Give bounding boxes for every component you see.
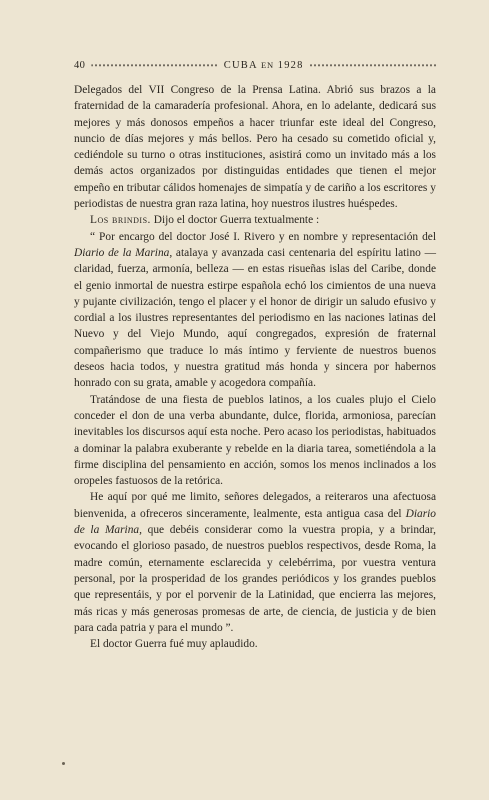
paragraph-3-text-b: atalaya y avanzada casi centenaria del espíritu latino — claridad, fuerza, armonía, belleza — en estas risueñas islas del Caribe, donde el genio inmortal de nuestra estirpe española echó los cimientos de una nueva y pujante civilización, tengo el placer y el honor de dirigir un saludo efusivo y cordial a los ilustres representantes del periodismo en las naciones latinas del Nuevo y del Viejo Mundo, aquí congregados, expresión de fraternal compañerismo que traduce lo más íntimo y ferviente de nuestros buenos deseos hacia todos, y nuestra gratitud más honda y sincera por habernos honrado con su grata, amable y acogedora compañía. — [74, 246, 436, 390]
running-title — [224, 60, 304, 71]
header-ornament-right — [310, 62, 436, 68]
paragraph-1: Delegados del VII Congreso de la Prensa Latina. Abrió sus brazos a la fraternidad de la camaradería profesional. Ahora, en lo adelante, dedicará sus mejores y más donosos empeños a hacer triunfar este ideal del Congreso, nuncio de días mejores y más bellos. Pero ha cesado su cometido oficial y, cediéndole su turno o otras instituciones, asistirá como un invitado más a los demás actos organizados por distinguidas entidades que tienen el mejor empeño en tributar cálidos homenajes de simpatía y de cariño a los escritores y periodistas de nuestra gran raza latina, hoy nuestros ilustres huéspedes. — [74, 84, 436, 211]
running-title-year: 1928 — [277, 59, 304, 71]
paragraph-5 — [74, 489, 436, 636]
page-number: 40 — [74, 59, 86, 71]
paragraph-4: Tratándose de una fiesta de pueblos latinos, a los cuales plujo el Cielo conceder el don de una verba abundante, dulce, florida, armoniosa, parecían inevitables los discursos aquí esta noche. Pero acaso los periodistas, habituados a dominar la palabra exuberante y rebelde en la diaria tarea, sometiéndola a la firme disciplina del pensamiento en acción, somos los menos inclinados a los oropeles fastuosos de la retórica. — [74, 393, 436, 488]
section-label: Los brindis. — [90, 214, 151, 227]
header-ornament-left — [91, 62, 217, 68]
paragraph-2 — [74, 212, 436, 228]
paper-speck — [62, 762, 65, 765]
paragraph-6: El doctor Guerra fué muy aplaudido. — [90, 638, 258, 651]
paragraph-2-text: Dijo el doctor Guerra textualmente : — [150, 214, 320, 227]
running-title-connector: EN — [260, 59, 274, 70]
paragraph-3 — [74, 229, 436, 392]
running-header — [74, 57, 436, 73]
page-body — [74, 82, 436, 652]
paragraph-5-text-b: que debéis considerar como la vuestra propia, y a brindar, evocando el glorioso pasado, de nuestros pueblos respectivos, desde Roma, la madre común, eternamente esclarecida y celebérrima, por vuestra ventura personal, por la prosperidad de los grandes periódicos y los grandes pueblos que representáis, y por el porvenir de la Latinidad, que encierra las mejores, más ricas y más generosas promesas de arte, de ciencia, de justicia y de bien para cada patria y para el mundo ”. — [74, 524, 436, 634]
running-title-main: CUBA — [223, 59, 258, 71]
newspaper-title-2: Diario de la Marina, — [74, 507, 436, 537]
paragraph-5-text-a: He aquí por qué me limito, señores delegados, a reiteraros una afectuosa bienvenida, a ofreceros sinceramente, lealmente, esta antigua casa del — [74, 491, 436, 520]
paragraph-3-text-a: “ Por encargo del doctor José I. Rivero y en nombre y representación del — [90, 230, 436, 243]
newspaper-title: Diario de la Marina, — [74, 246, 173, 259]
